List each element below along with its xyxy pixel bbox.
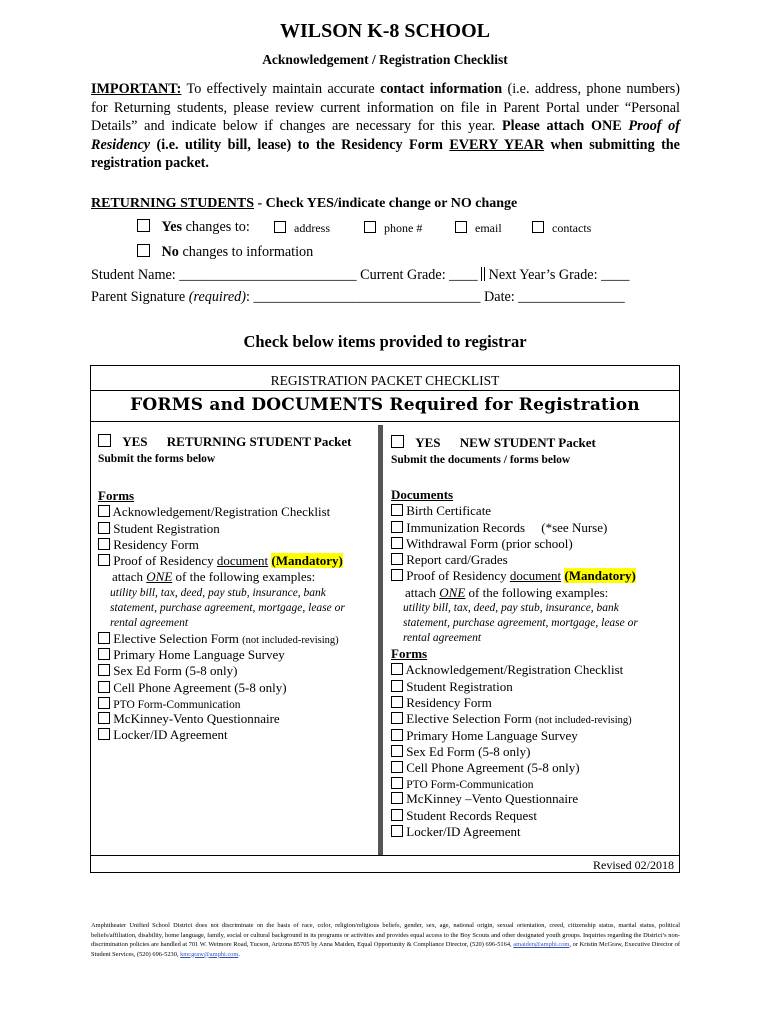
mandatory-badge: (Mandatory) [271, 553, 343, 569]
example-line: statement, purchase agreement, mortgage, lease or [110, 601, 345, 614]
option-phone-label: phone # [384, 221, 423, 235]
parent-signature-required: (required) [188, 289, 246, 305]
student-name-field[interactable]: Student Name: _________________________ Current Grade: ____ [91, 267, 482, 283]
new-forms-label: Forms [391, 646, 428, 662]
option-address-label: address [294, 221, 330, 235]
list-item[interactable]: Primary Home Language Survey [98, 647, 345, 663]
example-line: statement, purchase agreement, mortgage, lease or [403, 617, 638, 630]
new-submit-note: Submit the documents / forms below [391, 454, 571, 466]
new-list [391, 487, 638, 840]
intro-bold-4: when submitting the registration packet. [91, 136, 680, 172]
revised-date: Revised 02/2018 [593, 858, 674, 872]
list-item-pto[interactable]: PTO Form-Communication [98, 696, 345, 711]
list-item[interactable]: Residency Form [98, 537, 345, 553]
attach-one-line: attach ONE of the following examples: [112, 569, 316, 585]
returning-list [98, 488, 345, 744]
intro-paragraph [91, 80, 680, 173]
column-divider [378, 425, 383, 855]
returning-heading [91, 196, 517, 212]
parent-signature-line [91, 289, 625, 306]
list-item[interactable]: Withdrawal Form (prior school) [391, 536, 638, 552]
list-item[interactable]: Sex Ed Form (5-8 only) [98, 663, 345, 679]
new-packet-yes: YES [415, 435, 441, 450]
example-line: rental agreement [403, 632, 482, 645]
nondiscrimination-footer: Amphitheater Unified School District does not discriminate on the basis of race, color, religion/religious beliefs, gender, sex, age, national origin, sexual orientation, creed, citizenship status, marital status, political beliefs/affiliation, disability, home language, family, social or cultural background in its programs or activities and provides equal access to the Boy Scouts and other designated youth groups. Inquiries regarding the District’s non-discrimination policies are handled at 701 W. Wetmore Road, Tucson, Arizona 85705 by Anna Maiden, Equal Opportunity & Compliance Director, (520) 696-5164, amaiden@amphi.com, or Kristin McGraw, Executive Director of Student Services, (520) 696-5230, kmcgraw@amphi.com. [91, 922, 680, 958]
list-item-elective[interactable]: Elective Selection Form (not included-revising) [391, 711, 638, 727]
list-item[interactable]: Locker/ID Agreement [98, 727, 345, 743]
box-rule-forms [91, 421, 679, 422]
list-item[interactable]: Acknowledgement/Registration Checklist [98, 504, 345, 520]
box-rule-top [91, 390, 679, 391]
intro-text-1: To effectively maintain accurate [181, 81, 381, 97]
yes-changes-rest: changes to: [182, 219, 250, 235]
option-address [274, 221, 330, 236]
list-item[interactable]: Student Registration [98, 521, 345, 537]
new-packet-header [391, 435, 596, 451]
intro-bold-2: Please attach ONE [502, 118, 629, 135]
student-name-line [91, 267, 629, 284]
forms-documents-title: FORMS and DOCUMENTS Required for Registration [130, 395, 640, 415]
example-line: utility bill, tax, deed, pay stub, insurance, bank [403, 602, 619, 615]
no-changes-checkbox[interactable] [137, 244, 150, 257]
list-item[interactable]: Locker/ID Agreement [391, 824, 638, 840]
parent-signature-label: Parent Signature [91, 289, 189, 305]
intro-every-year: EVERY YEAR [449, 136, 545, 153]
yes-changes-label: Yes [161, 219, 183, 235]
mandatory-badge: (Mandatory) [564, 568, 636, 584]
list-item-proof-residency[interactable]: Proof of Residency document (Mandatory) [98, 553, 345, 569]
email-link-maiden[interactable]: amaiden@amphi.com [513, 941, 570, 948]
list-item[interactable]: Primary Home Language Survey [391, 728, 638, 744]
list-item[interactable]: Immunization Records (*see Nurse) [391, 520, 638, 536]
checklist-section-title: Check below items provided to registrar [243, 332, 527, 351]
no-changes-rest: changes to information [178, 244, 314, 260]
new-documents-label: Documents [391, 487, 454, 502]
intro-bold-3: (i.e. utility bill, lease) to the Residency Form [150, 136, 450, 153]
email-link-mcgraw[interactable]: kmcgraw@amphi.com [180, 950, 239, 958]
list-item[interactable]: Cell Phone Agreement (5-8 only) [391, 760, 638, 776]
address-checkbox[interactable] [274, 221, 286, 233]
option-phone [364, 221, 422, 236]
returning-packet-checkbox[interactable] [98, 434, 111, 447]
list-item-pto[interactable]: PTO Form-Communication [391, 776, 638, 791]
list-item[interactable]: Sex Ed Form (5-8 only) [391, 744, 638, 760]
yes-changes-checkbox[interactable] [137, 219, 150, 232]
list-item[interactable]: McKinney-Vento Questionnaire [98, 711, 345, 727]
list-item-proof-residency[interactable]: Proof of Residency document (Mandatory) [391, 568, 638, 584]
list-item[interactable]: Birth Certificate [391, 503, 638, 519]
returning-packet-header [98, 434, 351, 450]
important-label: IMPORTANT: [91, 81, 182, 97]
attach-one-line: attach ONE of the following examples: [405, 584, 609, 600]
returning-packet-yes: YES [122, 434, 148, 449]
list-item[interactable]: Residency Form [391, 695, 638, 711]
intro-proof-residency: Proof of Residency [91, 118, 680, 153]
new-packet-checkbox[interactable] [391, 435, 404, 448]
option-email [455, 221, 502, 236]
new-packet-label: NEW STUDENT Packet [459, 435, 596, 450]
list-item[interactable]: Student Registration [391, 679, 638, 695]
example-line: utility bill, tax, deed, pay stub, insurance, bank [110, 586, 326, 599]
list-item[interactable]: Student Records Request [391, 808, 638, 824]
returning-heading-rest: - Check YES/indicate change or NO change [253, 196, 518, 211]
list-item[interactable]: McKinney –Vento Questionnaire [391, 791, 638, 807]
contacts-checkbox[interactable] [532, 221, 544, 233]
option-contacts [532, 221, 591, 236]
intro-text-2: (i.e. address, phone numbers) for Returning students, please review current information on file in Parent Portal under “Personal Details” and indicate below if changes are necessary for this year. [91, 81, 680, 135]
box-rule-bottom [91, 855, 679, 856]
option-contacts-label: contacts [552, 221, 592, 235]
intro-bold-1: contact information [380, 81, 503, 97]
list-item[interactable]: Report card/Grades [391, 552, 638, 568]
option-email-label: email [475, 221, 502, 235]
returning-heading-label: RETURNING STUDENTS [91, 196, 254, 211]
returning-submit-note: Submit the forms below [98, 453, 216, 465]
school-title: WILSON K-8 SCHOOL [279, 20, 491, 42]
no-changes-label: No [161, 244, 179, 260]
email-checkbox[interactable] [455, 221, 467, 233]
next-grade-field[interactable]: Next Year’s Grade: ____ [485, 267, 630, 283]
no-changes-row [137, 244, 313, 261]
parent-signature-field[interactable]: : ________________________________ Date: _______________ [245, 289, 625, 305]
list-item[interactable]: Acknowledgement/Registration Checklist [391, 662, 638, 678]
form-subtitle: Acknowledgement / Registration Checklist [262, 52, 508, 67]
returning-forms-label: Forms [98, 488, 135, 503]
list-item[interactable]: Cell Phone Agreement (5-8 only) [98, 680, 345, 696]
checklist-box-title: REGISTRATION PACKET CHECKLIST [270, 373, 500, 388]
returning-packet-label: RETURNING STUDENT Packet [166, 434, 352, 449]
yes-changes-row [137, 219, 250, 236]
example-line: rental agreement [110, 616, 189, 629]
list-item-elective[interactable]: Elective Selection Form (not included-revising) [98, 631, 345, 647]
phone-checkbox[interactable] [364, 221, 376, 233]
